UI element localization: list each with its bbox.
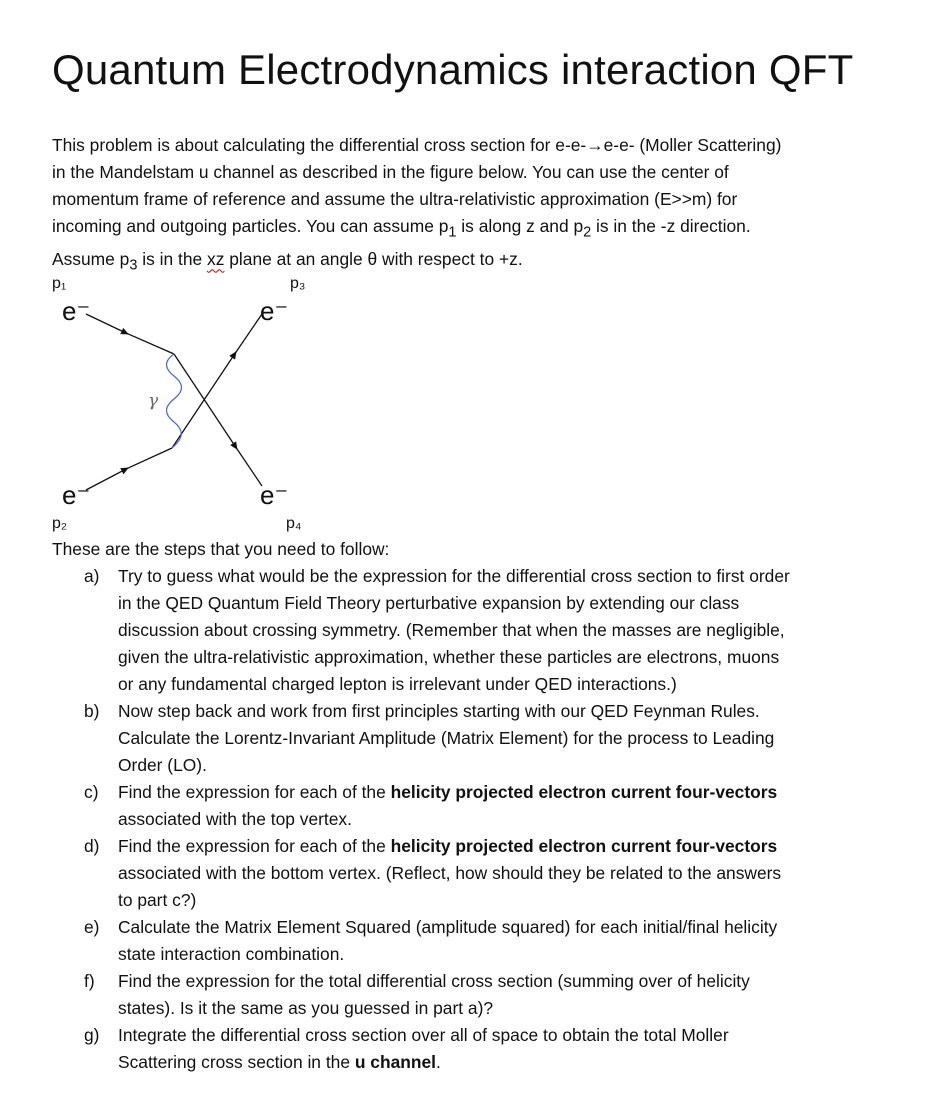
step-marker: e) [84, 917, 100, 937]
step-g-line-2 [118, 1049, 934, 1076]
electron-label-bottom-left: e⁻ [62, 480, 91, 510]
label-p3: p₃ [290, 275, 306, 292]
step-c-bold-term: helicity projected electron current four-vectors [390, 782, 778, 802]
steps-heading: These are the steps that you need to follow: [52, 539, 390, 559]
p4-arrow [174, 354, 237, 449]
step-e-line-2: state interaction combination. [118, 944, 345, 964]
step-item-d [84, 833, 934, 914]
intro-line-5-subscript: 3 [129, 257, 138, 274]
electron-label-bottom-right: e⁻ [260, 480, 289, 510]
step-item-a [84, 563, 934, 698]
intro-line-5-text-a: Assume p [52, 249, 130, 270]
step-marker: a) [84, 566, 100, 586]
p4-line [235, 446, 262, 486]
step-c-line-2: associated with the top vertex. [118, 809, 352, 829]
step-item-b [84, 698, 934, 779]
step-item-e [84, 914, 934, 968]
step-d-line-3: to part c?) [118, 890, 197, 910]
step-d-line-1 [118, 833, 934, 860]
intro-line-4-subscript-1: 1 [448, 224, 457, 241]
p1-arrow [86, 314, 128, 334]
step-a-line-4: given the ultra-relativistic approximation, whether these particles are electrons, muons [118, 647, 780, 667]
label-p2: p₂ [52, 515, 68, 532]
step-b-line-3: Order (LO). [118, 755, 207, 775]
intro-line-4-text-a: incoming and outgoing particles. You can assume p [52, 216, 449, 236]
step-d-text: Find the expression for each of the [118, 836, 391, 856]
photon-wavy-line [167, 354, 182, 448]
p3-line [234, 314, 262, 355]
step-f-line-1: Find the expression for the total differential cross section (summing over of helicity [118, 971, 750, 991]
page-title: Quantum Electrodynamics interaction QFT [52, 46, 854, 93]
intro-line-4-text-b: is along z and p [456, 216, 584, 236]
step-item-c [84, 779, 934, 833]
step-b-line-1: Now step back and work from first principles starting with our QED Feynman Rules. [118, 701, 760, 721]
step-marker: d) [84, 836, 100, 856]
intro-line-2: in the Mandelstam u channel as described in the figure below. You can use the center of [52, 162, 729, 182]
intro-line-4-subscript-2: 2 [583, 224, 592, 241]
step-c-text: Find the expression for each of the [118, 782, 391, 802]
step-a-line-1: Try to guess what would be the expression for the differential cross section to first order [118, 566, 790, 586]
step-g-text: Scattering cross section in the [118, 1052, 355, 1072]
intro-line-5-text-b: is in the [137, 249, 208, 270]
step-a-line-5: or any fundamental charged lepton is irrelevant under QED interactions.) [118, 674, 677, 694]
intro-line-3: momentum frame of reference and assume the ultra-relativistic approximation (E>>m) for [52, 189, 738, 209]
p1-line [126, 333, 174, 354]
step-marker: g) [84, 1025, 100, 1045]
intro-line-5-text-c: plane at an angle θ with respect to +z. [224, 249, 523, 270]
step-marker: f) [84, 971, 95, 991]
step-c-line-1 [118, 779, 934, 806]
intro-line-4-text-c: is in the -z direction. [591, 216, 751, 236]
step-b-line-2: Calculate the Lorentz-Invariant Amplitude (Matrix Element) for the process to Leading [118, 728, 775, 748]
step-f-line-2: states). Is it the same as you guessed in part a)? [118, 998, 494, 1018]
electron-label-top-left: e⁻ [62, 296, 91, 326]
step-a-line-3: discussion about crossing symmetry. (Remember that when the masses are negligible, [118, 620, 785, 640]
problem-intro [52, 132, 922, 280]
step-marker: c) [84, 782, 99, 802]
p2-line [126, 448, 172, 469]
step-e-line-1: Calculate the Matrix Element Squared (amplitude squared) for each initial/final helicity [118, 917, 778, 937]
label-p1: p₁ [52, 275, 67, 292]
feynman-diagram [40, 268, 340, 538]
step-a-line-2: in the QED Quantum Field Theory perturbative expansion by extending our class [118, 593, 740, 613]
step-d-bold-term: helicity projected electron current four-vectors [390, 836, 778, 856]
step-d-line-2: associated with the bottom vertex. (Reflect, how should they be related to the answers [118, 863, 782, 883]
electron-label-top-right: e⁻ [260, 296, 289, 326]
intro-line-1: This problem is about calculating the differential cross section for e-e-→e-e- (Moller Scattering) [52, 135, 782, 155]
step-g-line-1: Integrate the differential cross section over all of space to obtain the total Moller [118, 1025, 729, 1045]
step-g-period: . [436, 1052, 441, 1072]
photon-label: γ [148, 391, 159, 411]
intro-line-4 [52, 213, 922, 246]
spellcheck-underlined-word: xz [207, 249, 225, 270]
step-item-f [84, 968, 934, 1022]
step-marker: b) [84, 701, 100, 721]
step-item-g [84, 1022, 934, 1076]
step-g-bold-term: u channel [354, 1052, 436, 1072]
p2-arrow [86, 468, 128, 490]
label-p4: p₄ [286, 515, 302, 532]
steps-list [84, 563, 934, 1076]
